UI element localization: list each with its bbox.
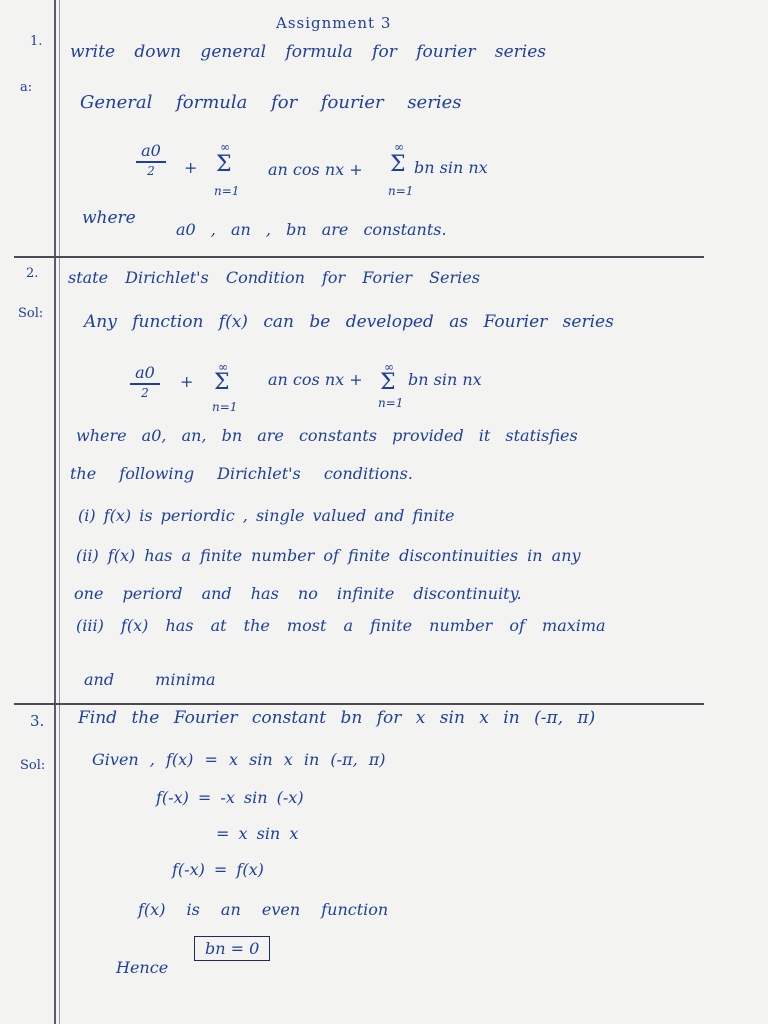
q1-where: where [82, 208, 136, 228]
q2-line2: where a0, an, bn are constants provided it statisfies [76, 426, 578, 445]
q1-constants: a0 , an , bn are constants. [176, 220, 447, 239]
separator-q1-q2 [14, 256, 704, 258]
q2-sum2-symbol: Σ [380, 370, 396, 395]
q3-step1: f(-x) = -x sin (-x) [156, 788, 304, 807]
q3-question: Find the Fourier constant bn for x sin x in (-π, π) [78, 708, 596, 728]
q1-sum1-symbol: Σ [216, 152, 232, 177]
margin-line-right [59, 0, 60, 1024]
fraction-bar [130, 383, 160, 385]
q2-question: state Dirichlet's Condition for Forier Series [68, 268, 480, 287]
q1-a0-den: 2 [147, 163, 155, 178]
q1-sum2-symbol: Σ [390, 152, 406, 177]
q1-a0-fraction [136, 142, 166, 178]
q1-question: write down general formula for fourier series [70, 42, 547, 62]
q3-step4: f(x) is an even function [138, 900, 389, 919]
q2-a0-num: a0 [135, 363, 155, 382]
q1-sum1-top: ∞ [220, 140, 230, 154]
q2-sum1-bottom: n=1 [212, 400, 238, 414]
q3-given: Given , f(x) = x sin x in (-π, π) [92, 750, 386, 769]
q3-result-box: bn = 0 [194, 936, 270, 961]
q2-term1: an cos nx + [268, 370, 363, 389]
q1-sum2-top: ∞ [394, 140, 404, 154]
q2-line1: Any function f(x) can be developed as Fourier series [84, 312, 614, 332]
q3-number: 3. [30, 712, 45, 730]
q2-sum1-top: ∞ [218, 360, 228, 374]
q1-a0-num: a0 [141, 141, 161, 160]
q1-sol-label: a: [20, 80, 33, 95]
q2-sol-label: Sol: [18, 306, 44, 321]
q3-step3: f(-x) = f(x) [172, 860, 264, 879]
q1-sum2-bottom: n=1 [388, 184, 414, 198]
q3-sol-label: Sol: [20, 758, 46, 773]
q2-plus: + [180, 372, 194, 391]
separator-q2-q3 [14, 703, 704, 705]
q2-sum2-bottom: n=1 [378, 396, 404, 410]
q1-term1: an cos nx + [268, 160, 363, 179]
q1-answer-intro: General formula for fourier series [80, 92, 462, 113]
q2-sum2-top: ∞ [384, 360, 394, 374]
q2-line3: the following Dirichlet's conditions. [70, 464, 413, 483]
q2-condition-2a: (ii) f(x) has a finite number of finite discontinuities in any [76, 546, 581, 565]
q2-a0-den: 2 [141, 385, 149, 400]
q2-a0-fraction [130, 364, 160, 400]
q2-condition-3a: (iii) f(x) has at the most a finite number of maxima [76, 616, 606, 635]
q1-sum1-bottom: n=1 [214, 184, 240, 198]
q3-step2: = x sin x [216, 824, 299, 843]
page-title: Assignment 3 [276, 14, 392, 32]
q2-condition-1: (i) f(x) is periordic , single valued and finite [78, 506, 455, 525]
margin-line-left [54, 0, 56, 1024]
q1-plus: + [184, 158, 198, 177]
q2-condition-2b: one periord and has no infinite discontinuity. [74, 584, 522, 603]
q1-term2: bn sin nx [414, 158, 488, 177]
q1-number: 1. [30, 34, 43, 49]
q2-number: 2. [26, 266, 39, 281]
q2-term2: bn sin nx [408, 370, 482, 389]
fraction-bar [136, 161, 166, 163]
q2-condition-3b: and minima [84, 670, 216, 689]
q3-hence: Hence [116, 958, 169, 977]
q2-sum1-symbol: Σ [214, 370, 230, 395]
